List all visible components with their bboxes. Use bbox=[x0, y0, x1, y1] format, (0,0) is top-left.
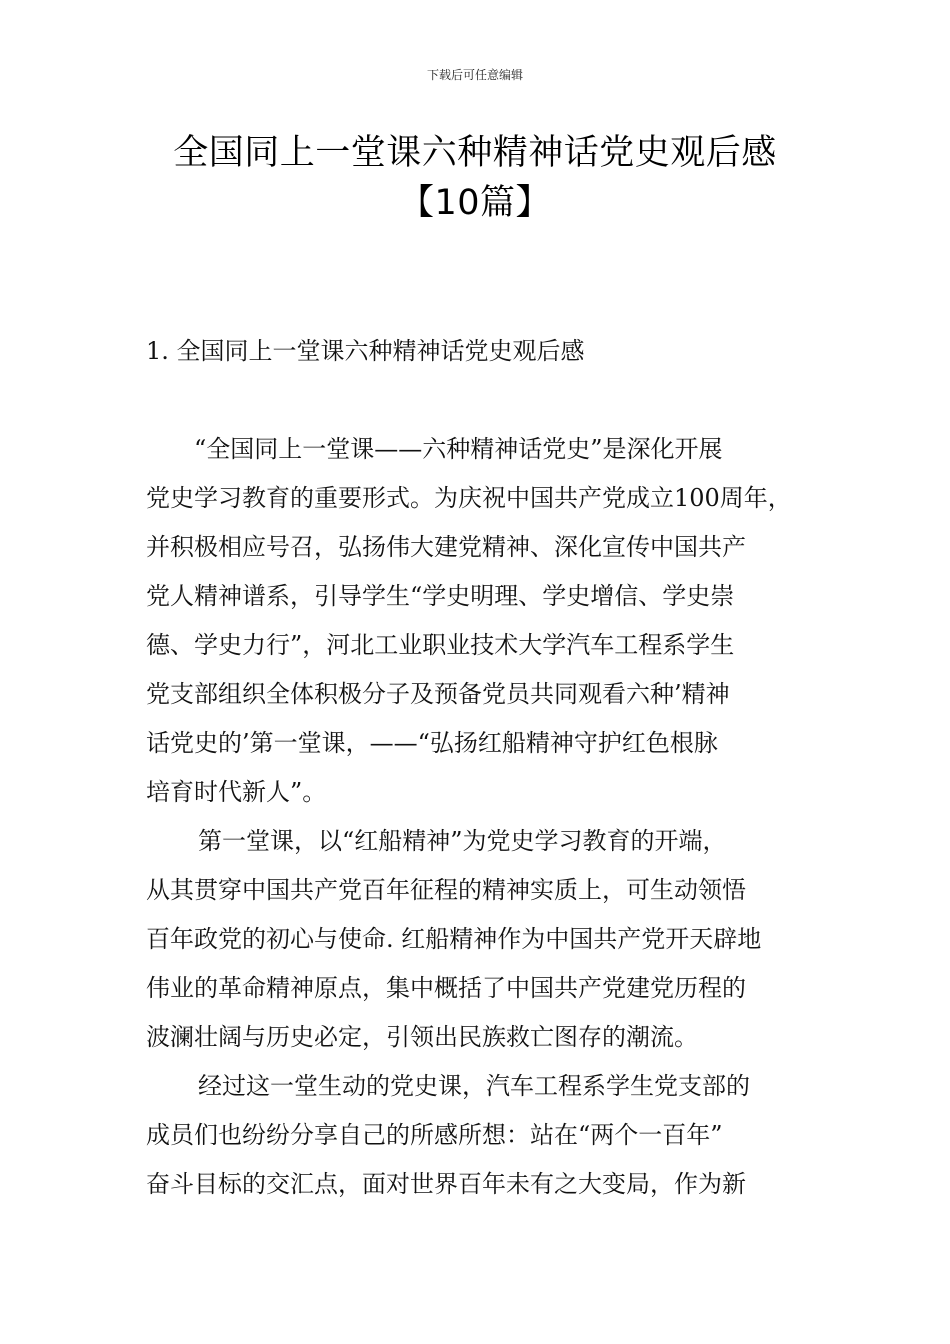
paragraph-line: 波澜壮阔与历史必定，引领出民族救亡图存的潮流。 bbox=[146, 1023, 698, 1051]
paragraph-line: 成员们也纷纷分享自己的所感所想：站在“两个一百年” bbox=[146, 1121, 723, 1149]
title-line-2: 【10篇】 bbox=[398, 183, 552, 223]
paragraph-line: “全国同上一堂课——六种精神话党史”是深化开展 bbox=[194, 435, 723, 463]
paragraph-line: 奋斗目标的交汇点，面对世界百年未有之大变局，作为新 bbox=[146, 1170, 746, 1198]
paragraph-line: 并积极相应号召，弘扬伟大建党精神、深化宣传中国共产 bbox=[146, 533, 746, 561]
paragraph-2 bbox=[146, 817, 822, 1062]
paragraph-line: 德、学史力行”，河北工业职业技术大学汽车工程系学生 bbox=[146, 631, 735, 659]
body-text bbox=[146, 425, 822, 1209]
paragraph-3 bbox=[146, 1062, 822, 1209]
paragraph-line: 百年政党的初心与使命. 红船精神作为中国共产党开天辟地 bbox=[146, 925, 762, 953]
paragraph-line: 经过这一堂生动的党史课，汽车工程系学生党支部的 bbox=[198, 1072, 750, 1100]
paragraph-line: 党支部组织全体积极分子及预备党员共同观看六种’精神 bbox=[146, 680, 730, 708]
paragraph-line: 党史学习教育的重要形式。为庆祝中国共产党成立100周年， bbox=[146, 484, 792, 512]
paragraph-line: 话党史的’第一堂课，——“弘扬红船精神守护红色根脉 bbox=[146, 729, 718, 757]
paragraph-line: 第一堂课，以“红船精神”为党史学习教育的开端， bbox=[198, 827, 727, 855]
paragraph-line: 党人精神谱系，引导学生“学史明理、学史增信、学史崇 bbox=[146, 582, 735, 610]
paragraph-line: 从其贯穿中国共产党百年征程的精神实质上，可生动领悟 bbox=[146, 876, 746, 904]
document-title bbox=[0, 128, 950, 228]
paragraph-1 bbox=[146, 425, 822, 817]
header-note: 下载后可任意编辑 bbox=[426, 68, 523, 82]
title-line-1: 全国同上一堂课六种精神话党史观后感 bbox=[173, 133, 777, 173]
paragraph-line: 培育时代新人”。 bbox=[146, 778, 327, 806]
section-heading: 1. 全国同上一堂课六种精神话党史观后感 bbox=[146, 337, 585, 365]
paragraph-line: 伟业的革命精神原点，集中概括了中国共产党建党历程的 bbox=[146, 974, 746, 1002]
